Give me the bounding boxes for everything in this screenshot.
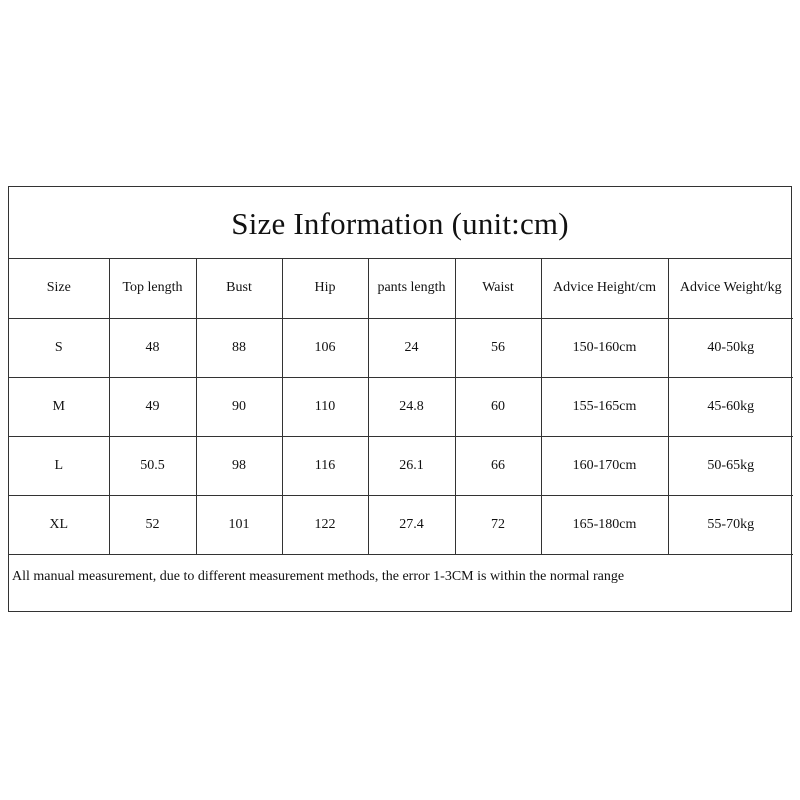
cell-pants-length: 26.1 (368, 436, 455, 495)
cell-waist: 72 (455, 495, 541, 554)
cell-top-length: 52 (109, 495, 196, 554)
column-header-top-length: Top length (109, 259, 196, 318)
cell-bust: 88 (196, 318, 282, 377)
cell-bust: 90 (196, 377, 282, 436)
cell-advice-weight: 45-60kg (668, 377, 793, 436)
cell-advice-height: 150-160cm (541, 318, 668, 377)
size-chart (8, 186, 792, 612)
cell-bust: 101 (196, 495, 282, 554)
column-header-pants-length: pants length (368, 259, 455, 318)
cell-pants-length: 24.8 (368, 377, 455, 436)
column-header-waist: Waist (455, 259, 541, 318)
column-header-size: Size (9, 259, 109, 318)
cell-hip: 106 (282, 318, 368, 377)
cell-pants-length: 24 (368, 318, 455, 377)
cell-top-length: 50.5 (109, 436, 196, 495)
cell-pants-length: 27.4 (368, 495, 455, 554)
table-row (9, 318, 793, 377)
cell-advice-height: 155-165cm (541, 377, 668, 436)
column-header-bust: Bust (196, 259, 282, 318)
column-header-advice-height: Advice Height/cm (541, 259, 668, 318)
cell-bust: 98 (196, 436, 282, 495)
cell-waist: 66 (455, 436, 541, 495)
table-header-row (9, 259, 793, 318)
cell-size: M (9, 377, 109, 436)
cell-hip: 116 (282, 436, 368, 495)
cell-size: L (9, 436, 109, 495)
cell-advice-weight: 40-50kg (668, 318, 793, 377)
cell-waist: 60 (455, 377, 541, 436)
column-header-advice-weight: Advice Weight/kg (668, 259, 793, 318)
table-row (9, 495, 793, 554)
cell-advice-weight: 55-70kg (668, 495, 793, 554)
cell-size: S (9, 318, 109, 377)
cell-top-length: 48 (109, 318, 196, 377)
cell-size: XL (9, 495, 109, 554)
measurement-note: All manual measurement, due to different measurement methods, the error 1-3CM is within the normal range (12, 568, 625, 584)
cell-advice-height: 165-180cm (541, 495, 668, 554)
table-row (9, 377, 793, 436)
cell-hip: 122 (282, 495, 368, 554)
cell-top-length: 49 (109, 377, 196, 436)
column-header-hip: Hip (282, 259, 368, 318)
cell-hip: 110 (282, 377, 368, 436)
size-table (9, 259, 793, 555)
cell-advice-height: 160-170cm (541, 436, 668, 495)
cell-advice-weight: 50-65kg (668, 436, 793, 495)
cell-waist: 56 (455, 318, 541, 377)
chart-title: Size Information (unit:cm) (9, 187, 791, 259)
table-row (9, 436, 793, 495)
